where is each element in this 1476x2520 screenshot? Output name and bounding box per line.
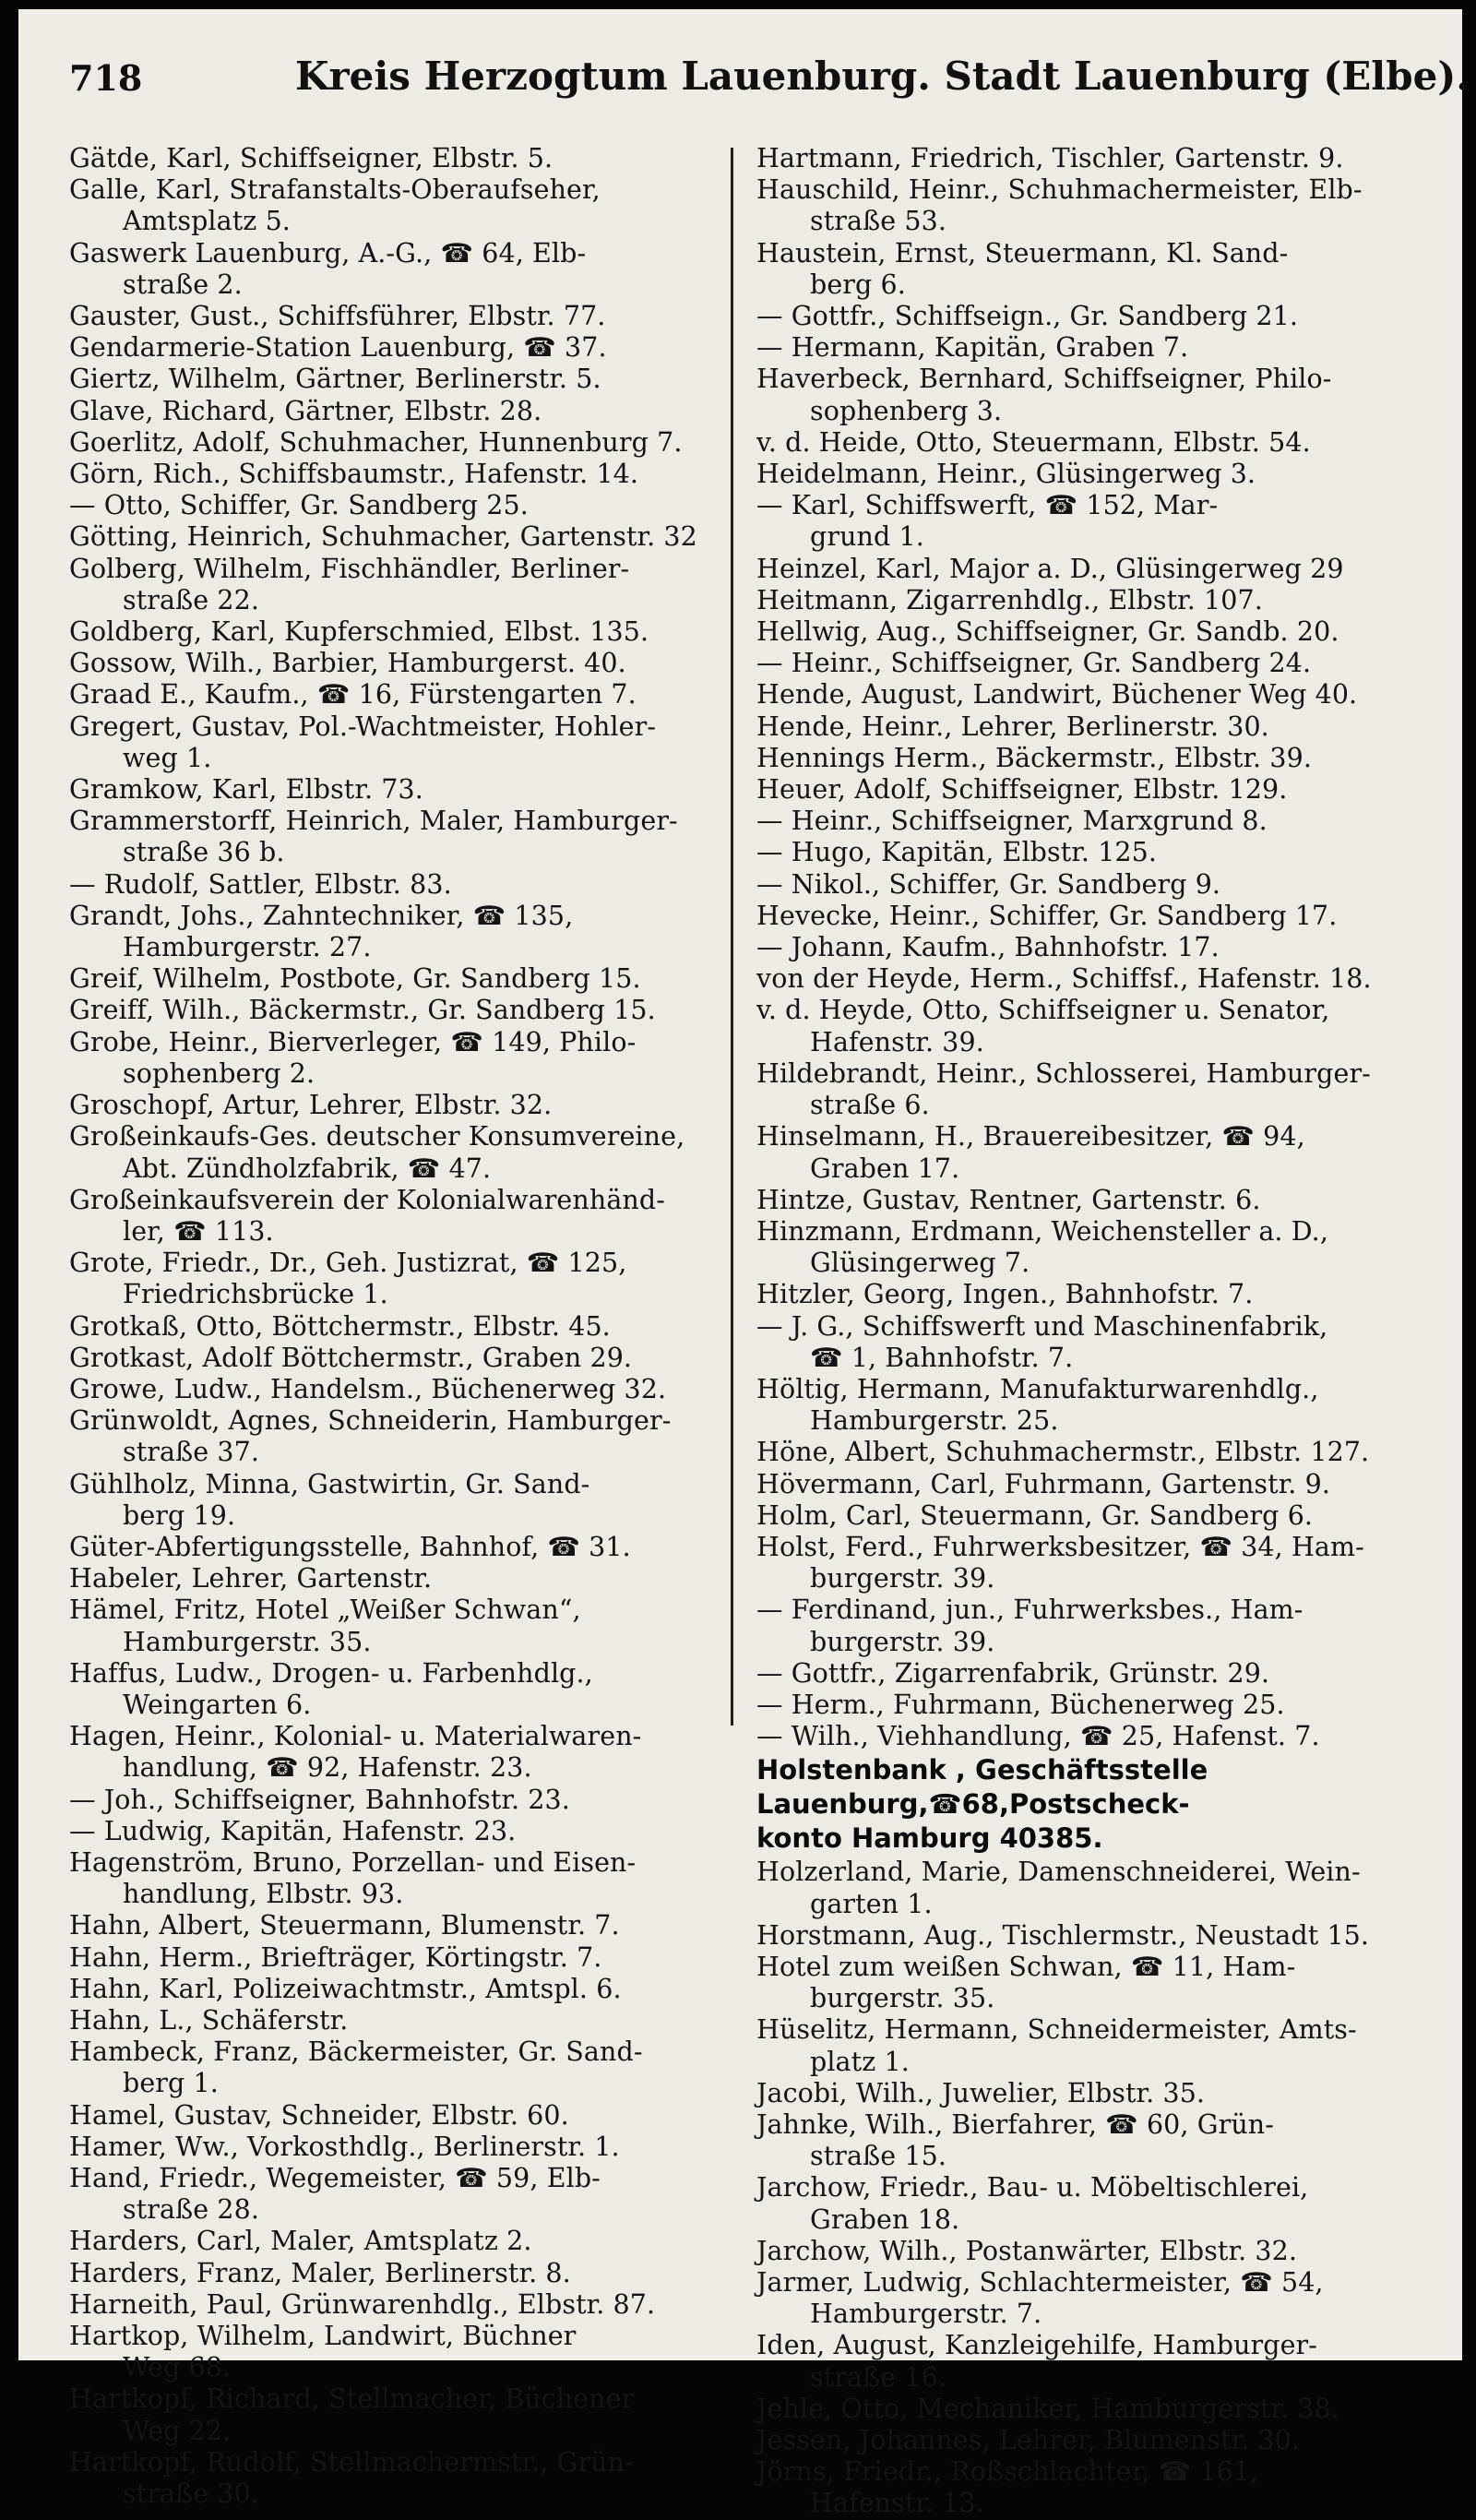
directory-entry: Hartkopf, Richard, Stellmacher, Büchener — [69, 2383, 635, 2415]
page-header — [69, 54, 1470, 113]
directory-entry: Höne, Albert, Schuhmachermstr., Elbstr. 127. — [756, 1437, 1370, 1468]
directory-entry: Gaswerk Lauenburg, A.-G., ☎ 64, Elb- — [69, 237, 587, 269]
directory-entry: Hevecke, Heinr., Schiffer, Gr. Sandberg 17. — [756, 900, 1338, 931]
column-divider — [731, 148, 733, 1726]
directory-entry: Hartmann, Friedrich, Tischler, Gartenstr. 9. — [756, 143, 1344, 173]
advertisement-line: Lauenburg,☎68,Postscheck- — [756, 1788, 1190, 1821]
directory-entry: — J. G., Schiffswerft und Maschinenfabrik, — [756, 1310, 1328, 1342]
directory-entry: Hotel zum weißen Schwan, ☎ 11, Ham- — [756, 1951, 1296, 1982]
directory-entry: Groschopf, Artur, Lehrer, Elbstr. 32. — [69, 1090, 553, 1121]
directory-entry: — Wilh., Viehhandlung, ☎ 25, Hafenst. 7. — [756, 1721, 1320, 1752]
directory-entry: Gossow, Wilh., Barbier, Hamburgerst. 40. — [69, 648, 626, 679]
directory-entry: Horstmann, Aug., Tischlermstr., Neustadt 15. — [756, 1919, 1370, 1951]
directory-entry: Grote, Friedr., Dr., Geh. Justizrat, ☎ 125, — [69, 1248, 627, 1279]
directory-entry: Grobe, Heinr., Bierverleger, ☎ 149, Philo- — [69, 1026, 637, 1057]
directory-entry: Haverbeck, Bernhard, Schiffseigner, Philo- — [756, 364, 1332, 395]
directory-entry: Hamburgerstr. 7. — [810, 2299, 1042, 2330]
directory-entry: Hauschild, Heinr., Schuhmachermeister, Elb- — [756, 174, 1363, 206]
directory-entry: Gauster, Gust., Schiffsführer, Elbstr. 77. — [69, 301, 606, 332]
directory-entry: Grünwoldt, Agnes, Schneiderin, Hamburger- — [69, 1405, 672, 1437]
directory-entry: Golberg, Wilhelm, Fischhändler, Berliner- — [69, 553, 630, 584]
directory-entry: Abt. Zündholzfabrik, ☎ 47. — [123, 1153, 492, 1184]
directory-entry: Galle, Karl, Strafanstalts-Oberaufseher, — [69, 174, 601, 206]
directory-entry: handlung, Elbstr. 93. — [123, 1879, 404, 1910]
directory-entry: weg 1. — [123, 742, 212, 773]
directory-entry: Hinselmann, H., Brauereibesitzer, ☎ 94, — [756, 1121, 1305, 1153]
directory-entry: garten 1. — [810, 1888, 933, 1919]
directory-entry: Glave, Richard, Gärtner, Elbstr. 28. — [69, 395, 542, 426]
directory-entry: Harders, Carl, Maler, Amtsplatz 2. — [69, 2226, 532, 2257]
directory-entry: v. d. Heide, Otto, Steuermann, Elbstr. 54. — [756, 426, 1311, 458]
directory-entry: Growe, Ludw., Handelsm., Büchenerweg 32. — [69, 1373, 667, 1404]
directory-entry: Hambeck, Franz, Bäckermeister, Gr. Sand- — [69, 2036, 643, 2068]
directory-entry: Weingarten 6. — [123, 1689, 312, 1720]
directory-entry: Friedrichsbrücke 1. — [123, 1279, 388, 1310]
advertisement-line: Holstenbank , Geschäftsstelle — [756, 1754, 1208, 1786]
directory-entry: Harneith, Paul, Grünwarenhdlg., Elbstr. 87. — [69, 2288, 656, 2320]
directory-entry: — Ludwig, Kapitän, Hafenstr. 23. — [69, 1815, 517, 1846]
directory-entry: Hintze, Gustav, Rentner, Gartenstr. 6. — [756, 1184, 1261, 1215]
directory-entry: Amtsplatz 5. — [123, 206, 291, 237]
directory-entry: Jessen, Johannes, Lehrer, Blumenstr. 30. — [756, 2425, 1301, 2456]
directory-entry: Jarmer, Ludwig, Schlachtermeister, ☎ 54, — [756, 2267, 1324, 2298]
directory-entry: platz 1. — [810, 2046, 910, 2077]
directory-entry: Hafenstr. 13. — [810, 2488, 984, 2519]
directory-entry: Weg 22. — [123, 2415, 232, 2446]
directory-entry: von der Heyde, Herm., Schiffsf., Hafenstr. 18. — [756, 963, 1372, 995]
directory-entry: Hende, Heinr., Lehrer, Berlinerstr. 30. — [756, 711, 1269, 742]
directory-entry: straße 16. — [810, 2361, 946, 2393]
advertisement-line: konto Hamburg 40385. — [756, 1822, 1103, 1855]
directory-entry: Gätde, Karl, Schiffseigner, Elbstr. 5. — [69, 143, 554, 173]
directory-entry: Hafenstr. 39. — [810, 1026, 984, 1057]
directory-entry: grund 1. — [810, 521, 924, 553]
directory-entry: straße 6. — [810, 1090, 930, 1121]
directory-entry: Jörns, Friedr., Roßschlachter, ☎ 161, — [756, 2456, 1259, 2488]
directory-entry: Hagen, Heinr., Kolonial- u. Materialwaren- — [69, 1721, 642, 1752]
directory-entry: Hartkopf, Rudolf, Stellmachermstr., Grün- — [69, 2446, 634, 2478]
directory-entry: Hämel, Fritz, Hotel „Weißer Schwan“, — [69, 1594, 581, 1626]
directory-entry: ler, ☎ 113. — [123, 1215, 274, 1247]
directory-entry: berg 6. — [810, 269, 906, 300]
directory-entry: — Heinr., Schiffseigner, Gr. Sandberg 24. — [756, 648, 1312, 679]
directory-entry: Hahn, Karl, Polizeiwachtmstr., Amtspl. 6. — [69, 1973, 622, 2004]
left-column — [69, 143, 733, 2510]
directory-entry: Hahn, Albert, Steuermann, Blumenstr. 7. — [69, 1910, 620, 1941]
directory-entry: Hamburgerstr. 25. — [810, 1405, 1059, 1437]
directory-entry: Glüsingerweg 7. — [810, 1248, 1030, 1279]
right-column-entries-bottom — [756, 1857, 1421, 2519]
directory-entry: Hövermann, Carl, Fuhrmann, Gartenstr. 9. — [756, 1468, 1330, 1499]
page-title: Kreis Herzogtum Lauenburg. Stadt Lauenburg (Elbe). — [295, 54, 1470, 99]
directory-entry: Haffus, Ludw., Drogen- u. Farbenhdlg., — [69, 1657, 593, 1689]
directory-entry: — Hermann, Kapitän, Graben 7. — [756, 332, 1189, 364]
directory-entry: straße 22. — [123, 584, 259, 615]
holstenbank-advertisement — [756, 1754, 1421, 1855]
directory-entry: Weg 68. — [123, 2352, 232, 2383]
right-column-entries-top — [756, 143, 1421, 1752]
directory-entry: Holst, Ferd., Fuhrwerksbesitzer, ☎ 34, Ham- — [756, 1531, 1364, 1562]
directory-entry: Hellwig, Aug., Schiffseigner, Gr. Sandb. 20. — [756, 616, 1339, 648]
directory-entry: Heinzel, Karl, Major a. D., Glüsingerweg 29 — [756, 553, 1344, 584]
directory-entry: straße 2. — [123, 269, 243, 300]
directory-entry: Gühlholz, Minna, Gastwirtin, Gr. Sand- — [69, 1468, 590, 1499]
directory-entry: — Karl, Schiffswerft, ☎ 152, Mar- — [756, 490, 1219, 521]
directory-entry: Haustein, Ernst, Steuermann, Kl. Sand- — [756, 237, 1289, 269]
directory-entry: Hand, Friedr., Wegemeister, ☎ 59, Elb- — [69, 2163, 601, 2193]
directory-entry: Goerlitz, Adolf, Schuhmacher, Hunnenburg 7. — [69, 426, 683, 458]
directory-entry: Hinzmann, Erdmann, Weichensteller a. D., — [756, 1215, 1328, 1247]
directory-entry: Großeinkaufsverein der Kolonialwarenhänd- — [69, 1184, 665, 1215]
directory-entry: — Otto, Schiffer, Gr. Sandberg 25. — [69, 490, 529, 521]
directory-entry: Goldberg, Karl, Kupferschmied, Elbst. 135. — [69, 616, 649, 648]
directory-entry: Grammerstorff, Heinrich, Maler, Hamburger- — [69, 806, 678, 837]
directory-entry: Jacobi, Wilh., Juwelier, Elbstr. 35. — [756, 2077, 1206, 2108]
directory-entry: — Herm., Fuhrmann, Büchenerweg 25. — [756, 1689, 1285, 1720]
directory-entry: Görn, Rich., Schiffsbaumstr., Hafenstr. 14. — [69, 459, 639, 490]
directory-entry: Heidelmann, Heinr., Glüsingerweg 3. — [756, 459, 1256, 490]
directory-entry: Hahn, L., Schäferstr. — [69, 2004, 349, 2036]
directory-entry: — Gottfr., Schiffseign., Gr. Sandberg 21. — [756, 301, 1298, 332]
directory-entry: — Johann, Kaufm., Bahnhofstr. 17. — [756, 932, 1220, 963]
directory-entry: Harders, Franz, Maler, Berlinerstr. 8. — [69, 2257, 571, 2288]
directory-entry: Hildebrandt, Heinr., Schlosserei, Hamburger- — [756, 1057, 1371, 1089]
directory-entry: Graad E., Kaufm., ☎ 16, Fürstengarten 7. — [69, 679, 637, 711]
directory-entry: Jahnke, Wilh., Bierfahrer, ☎ 60, Grün- — [756, 2108, 1274, 2140]
directory-entry: straße 15. — [810, 2141, 946, 2172]
directory-entry: burgerstr. 35. — [810, 1983, 995, 2014]
directory-entry: Höltig, Hermann, Manufakturwarenhdlg., — [756, 1373, 1319, 1404]
directory-entry: — Gottfr., Zigarrenfabrik, Grünstr. 29. — [756, 1657, 1270, 1689]
directory-entry: Hennings Herm., Bäckermstr., Elbstr. 39. — [756, 742, 1312, 773]
directory-entry: Habeler, Lehrer, Gartenstr. — [69, 1563, 433, 1594]
directory-entry: handlung, ☎ 92, Hafenstr. 23. — [123, 1752, 532, 1784]
directory-entry: — Heinr., Schiffseigner, Marxgrund 8. — [756, 806, 1268, 837]
directory-entry: Jarchow, Wilh., Postanwärter, Elbstr. 32. — [756, 2235, 1298, 2266]
directory-entry: straße 30. — [123, 2478, 259, 2510]
directory-entry: Großeinkaufs-Ges. deutscher Konsumvereine, — [69, 1121, 685, 1153]
directory-entry: Hitzler, Georg, Ingen., Bahnhofstr. 7. — [756, 1279, 1254, 1310]
directory-entry: straße 36 b. — [123, 837, 285, 868]
directory-entry: sophenberg 3. — [810, 395, 1003, 426]
directory-entry: Heuer, Adolf, Schiffseigner, Elbstr. 129. — [756, 774, 1288, 806]
page-number: 718 — [69, 57, 143, 99]
directory-entry: Hamburgerstr. 35. — [123, 1626, 372, 1657]
directory-entry: ☎ 1, Bahnhofstr. 7. — [810, 1342, 1074, 1373]
directory-entry: v. d. Heyde, Otto, Schiffseigner u. Senator, — [756, 995, 1330, 1026]
directory-entry: Graben 17. — [810, 1153, 960, 1184]
directory-entry: Hamel, Gustav, Schneider, Elbstr. 60. — [69, 2099, 569, 2131]
directory-entry: Jehle, Otto, Mechaniker, Hamburgerstr. 38. — [756, 2393, 1339, 2424]
directory-entry: Gendarmerie-Station Lauenburg, ☎ 37. — [69, 332, 607, 364]
directory-entry: burgerstr. 39. — [810, 1626, 995, 1657]
directory-entry: Gregert, Gustav, Pol.-Wachtmeister, Hohler- — [69, 711, 657, 742]
directory-entry: Hahn, Herm., Briefträger, Körtingstr. 7. — [69, 1941, 602, 1973]
directory-entry: Götting, Heinrich, Schuhmacher, Gartenstr. 32 — [69, 521, 697, 553]
directory-entry: Holm, Carl, Steuermann, Gr. Sandberg 6. — [756, 1499, 1314, 1531]
directory-entry: Grotkast, Adolf Böttchermstr., Graben 29. — [69, 1342, 633, 1373]
directory-entry: berg 1. — [123, 2068, 219, 2099]
directory-entry: Grotkaß, Otto, Böttchermstr., Elbstr. 45. — [69, 1310, 611, 1342]
directory-entry: Güter-Abfertigungsstelle, Bahnhof, ☎ 31. — [69, 1531, 631, 1562]
directory-entry: Graben 18. — [810, 2204, 960, 2235]
directory-entry: sophenberg 2. — [123, 1057, 315, 1089]
directory-entry: — Ferdinand, jun., Fuhrwerksbes., Ham- — [756, 1594, 1303, 1626]
directory-entry: straße 37. — [123, 1437, 259, 1468]
directory-entry: Jarchow, Friedr., Bau- u. Möbeltischlerei, — [756, 2172, 1309, 2204]
directory-entry: Holzerland, Marie, Damenschneiderei, Wein- — [756, 1857, 1361, 1888]
directory-entry: Grandt, Johs., Zahntechniker, ☎ 135, — [69, 900, 574, 931]
directory-entry: Hende, August, Landwirt, Büchener Weg 40. — [756, 679, 1358, 711]
directory-entry: Hamburgerstr. 27. — [123, 932, 372, 963]
directory-entry: — Joh., Schiffseigner, Bahnhofstr. 23. — [69, 1784, 570, 1815]
directory-entry: — Rudolf, Sattler, Elbstr. 83. — [69, 868, 452, 900]
directory-entry: Gramkow, Karl, Elbstr. 73. — [69, 774, 423, 806]
directory-entry: Giertz, Wilhelm, Gärtner, Berlinerstr. 5. — [69, 364, 601, 395]
directory-entry: berg 19. — [123, 1499, 236, 1531]
directory-entry: Heitmann, Zigarrenhdlg., Elbstr. 107. — [756, 584, 1263, 615]
directory-entry: straße 53. — [810, 206, 946, 237]
directory-entry: Hamer, Ww., Vorkosthdlg., Berlinerstr. 1. — [69, 2131, 620, 2162]
directory-entry: Greif, Wilhelm, Postbote, Gr. Sandberg 15. — [69, 963, 641, 995]
directory-entry: — Hugo, Kapitän, Elbstr. 125. — [756, 837, 1158, 868]
directory-entry: Hüselitz, Hermann, Schneidermeister, Amts- — [756, 2014, 1357, 2046]
directory-page — [18, 9, 1470, 2519]
directory-entry: — Nikol., Schiffer, Gr. Sandberg 9. — [756, 868, 1221, 900]
directory-entry: Greiff, Wilh., Bäckermstr., Gr. Sandberg 15. — [69, 995, 656, 1026]
directory-entry: straße 28. — [123, 2194, 259, 2226]
right-column — [756, 143, 1421, 2519]
directory-entry: burgerstr. 39. — [810, 1563, 995, 1594]
directory-entry: Hartkop, Wilhelm, Landwirt, Büchner — [69, 2321, 577, 2352]
directory-entry: Hagenström, Bruno, Porzellan- und Eisen- — [69, 1846, 637, 1878]
directory-entry: Iden, August, Kanzleigehilfe, Hamburger- — [756, 2330, 1318, 2361]
